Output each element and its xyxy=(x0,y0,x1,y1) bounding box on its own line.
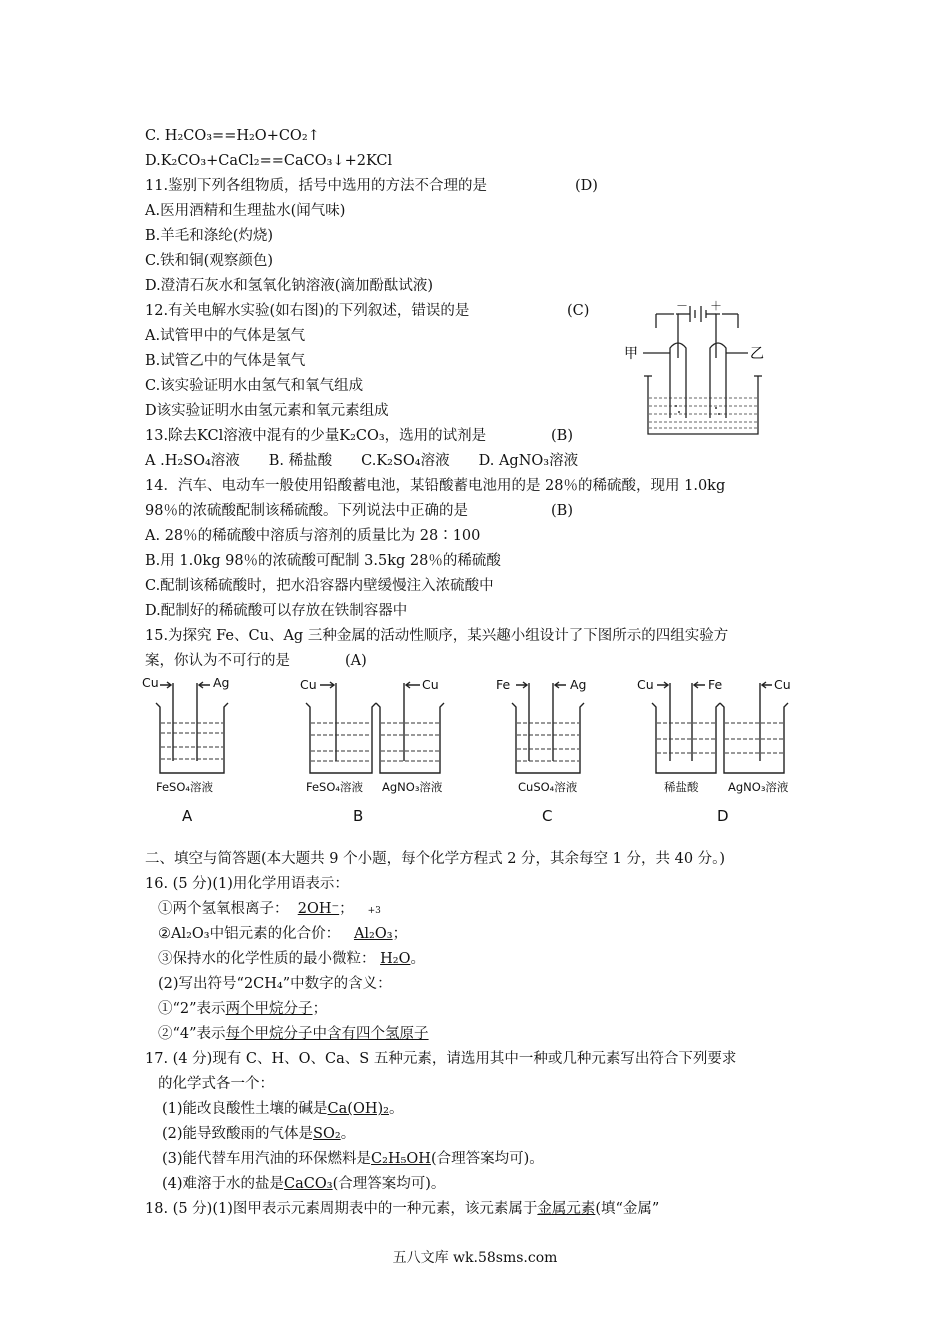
q12-option-d: D该实验证明水由氢元素和氧元素组成 xyxy=(145,403,389,419)
option-c-label: C xyxy=(542,807,553,825)
q11-answer: (D) xyxy=(575,178,598,194)
option-b-label: B xyxy=(353,807,364,825)
label-yi: 乙 xyxy=(750,346,764,362)
b-left-metal: Cu xyxy=(300,677,317,692)
question-17-line1: 17. (4 分)现有 C、H、O、Ca、S 五种元素，请选用其中一种或几种元素写出符合下列要求 xyxy=(145,1051,737,1067)
d-mid-metal: Fe xyxy=(708,677,723,692)
question-13 xyxy=(145,426,573,446)
q16-5-punct: ； xyxy=(312,1001,328,1017)
q14-option-d: D.配制好的稀硫酸可以存放在铁制容器中 xyxy=(145,603,408,619)
q16-5-answer: 两个甲烷分子 xyxy=(225,1001,313,1017)
q16-1-answer: 2OH⁻ xyxy=(297,901,340,917)
q16-item-5 xyxy=(158,999,327,1019)
q16-6-answer: 每个甲烷分子中含有四个氢原子 xyxy=(225,1026,429,1042)
q11-option-d: D.澄清石灰水和氢氧化钠溶液(滴加酚酞试液) xyxy=(145,278,434,294)
q12-answer: (C) xyxy=(567,303,590,319)
metal-activity-figure xyxy=(140,673,820,833)
q16-part-2: (2)写出符号“2CH₄”中数字的含义： xyxy=(158,976,392,992)
q16-3-punct: 。 xyxy=(410,951,425,967)
d-solution-1: 稀盐酸 xyxy=(664,780,699,794)
q16-1-text: ①两个氢氧根离子： xyxy=(158,901,289,917)
c-solution: CuSO₄溶液 xyxy=(518,780,578,794)
option-d-equation: D.K₂CO₃+CaCl₂==CaCO₃↓+2KCl xyxy=(145,153,393,169)
q17-item-3 xyxy=(162,1149,544,1169)
q16-2-text: ②Al₂O₃中铝元素的化合价： xyxy=(158,926,341,942)
label-jia: 甲 xyxy=(624,346,638,362)
q11-option-c: C.铁和铜(观察颜色) xyxy=(145,253,274,269)
q14-answer: (B) xyxy=(551,503,573,519)
q16-2-punct: ； xyxy=(392,926,408,942)
q16-2-answer: Al₂O₃ xyxy=(353,926,393,942)
q17-item-2 xyxy=(162,1124,355,1144)
q16-3-answer: H₂O xyxy=(380,951,411,967)
q16-item-2 xyxy=(158,924,407,944)
q17-2-answer: SO₂ xyxy=(313,1126,341,1142)
q14-text: 98％的浓硫酸配制该稀硫酸。下列说法中正确的是 xyxy=(145,503,468,519)
q16-item-6 xyxy=(158,1024,429,1044)
section-2-heading: 二、填空与简答题(本大题共 9 个小题，每个化学方程式 2 分，其余每空 1 分，共 40 分。) xyxy=(145,851,726,867)
q12-text: 12.有关电解水实验(如右图)的下列叙述，错误的是 xyxy=(145,303,470,319)
q17-1-answer: Ca(OH)₂ xyxy=(327,1101,389,1117)
q14-option-a: A. 28％的稀硫酸中溶质与溶剂的质量比为 28∶100 xyxy=(145,528,481,544)
q16-3-text: ③保持水的化学性质的最小微粒： xyxy=(158,951,376,967)
q17-4-text: (4)难溶于水的盐是 xyxy=(162,1176,285,1192)
q18-text: 18. (5 分)(1)图甲表示元素周期表中的一种元素，该元素属于 xyxy=(145,1201,538,1217)
question-15-line1: 15.为探究 Fe、Cu、Ag 三种金属的活动性顺序，某兴趣小组设计了下图所示的四组实验方 xyxy=(145,628,729,644)
option-d-label: D xyxy=(717,807,729,825)
d-left-metal: Cu xyxy=(637,677,654,692)
question-11 xyxy=(145,176,598,196)
plus-sign: ＋ xyxy=(710,299,723,313)
q13-answer: (B) xyxy=(551,428,573,444)
q13-text: 13.除去KCl溶液中混有的少量K₂CO₃，选用的试剂是 xyxy=(145,428,487,444)
q18-answer: 金属元素 xyxy=(537,1201,596,1217)
question-17-line2: 的化学式各一个： xyxy=(158,1076,274,1092)
q16-6-text: ②“4”表示 xyxy=(158,1026,226,1042)
d-right-metal: Cu xyxy=(774,677,791,692)
q17-item-1 xyxy=(162,1099,403,1119)
option-a-label: A xyxy=(182,807,193,825)
minus-sign: － xyxy=(676,299,689,313)
q18-tail: (填“金属” xyxy=(595,1201,660,1217)
q12-option-c: C.该实验证明水由氢气和氧气组成 xyxy=(145,378,364,394)
q17-2-text: (2)能导致酸雨的气体是 xyxy=(162,1126,314,1142)
q11-text: 11.鉴别下列各组物质，括号中选用的方法不合理的是 xyxy=(145,178,488,194)
q17-item-4 xyxy=(162,1174,445,1194)
q13-options: A .H₂SO₄溶液 B. 稀盐酸 C.K₂SO₄溶液 D. AgNO₃溶液 xyxy=(145,453,579,469)
q17-2-punct: 。 xyxy=(340,1126,356,1142)
footer-watermark: 五八文库 wk.58sms.com xyxy=(392,1250,558,1266)
a-solution: FeSO₄溶液 xyxy=(156,780,214,794)
q17-1-text: (1)能改良酸性土壤的碱是 xyxy=(162,1101,328,1117)
d-solution-2: AgNO₃溶液 xyxy=(728,780,789,794)
q17-3-text: (3)能代替车用汽油的环保燃料是 xyxy=(162,1151,372,1167)
option-c-equation: C. H₂CO₃==H₂O+CO₂↑ xyxy=(145,128,320,144)
q14-option-c: C.配制该稀硫酸时，把水沿容器内壁缓慢注入浓硫酸中 xyxy=(145,578,494,594)
q12-option-b: B.试管乙中的气体是氧气 xyxy=(145,353,306,369)
c-right-metal: Ag xyxy=(570,677,587,692)
question-16: 16. (5 分)(1)用化学用语表示： xyxy=(145,876,349,892)
q17-1-punct: 。 xyxy=(388,1101,404,1117)
q17-4-note: (合理答案均可)。 xyxy=(332,1176,446,1192)
b-solution-1: FeSO₄溶液 xyxy=(306,780,364,794)
q11-option-b: B.羊毛和涤纶(灼烧) xyxy=(145,228,274,244)
q17-3-note: (合理答案均可)。 xyxy=(430,1151,544,1167)
q12-option-a: A.试管甲中的气体是氢气 xyxy=(145,328,306,344)
q15-answer: (A) xyxy=(345,653,367,669)
q16-5-text: ①“2”表示 xyxy=(158,1001,226,1017)
electrolysis-figure xyxy=(618,298,778,440)
question-12 xyxy=(145,301,590,321)
q17-3-answer: C₂H₅OH xyxy=(371,1151,431,1167)
q16-1-punct: ； xyxy=(339,901,354,917)
q17-4-answer: CaCO₃ xyxy=(284,1176,333,1192)
q16-item-3 xyxy=(158,949,425,969)
valence-superscript: +3 xyxy=(367,906,381,916)
question-14-line2 xyxy=(145,501,573,521)
b-right-metal: Cu xyxy=(422,677,439,692)
question-14-line1: 14．汽车、电动车一般使用铅酸蓄电池，某铅酸蓄电池用的是 28％的稀硫酸，现用 1.0kg xyxy=(145,478,726,494)
question-18 xyxy=(145,1199,659,1219)
q15-text: 案，你认为不可行的是 xyxy=(145,653,290,669)
c-left-metal: Fe xyxy=(496,677,511,692)
question-15-line2 xyxy=(145,651,367,671)
a-left-metal: Cu xyxy=(142,675,159,690)
q14-option-b: B.用 1.0kg 98％的浓硫酸可配制 3.5kg 28％的稀硫酸 xyxy=(145,553,501,569)
a-right-metal: Ag xyxy=(213,675,230,690)
q11-option-a: A.医用酒精和生理盐水(闻气味) xyxy=(145,203,346,219)
b-solution-2: AgNO₃溶液 xyxy=(382,780,443,794)
q16-item-1 xyxy=(158,899,381,921)
